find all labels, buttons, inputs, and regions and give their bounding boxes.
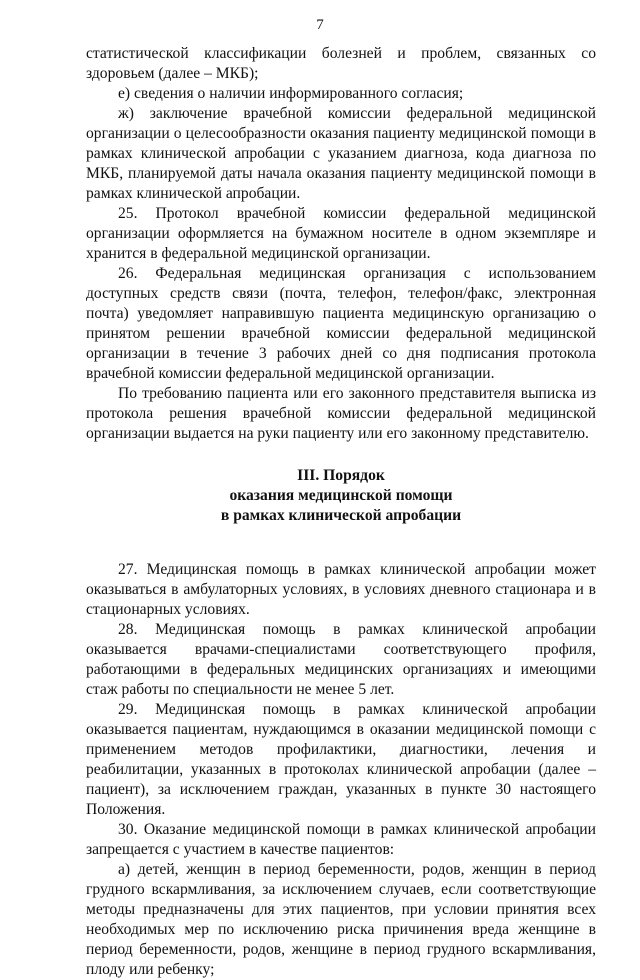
page-number: 7: [316, 17, 324, 33]
section-heading-line: в рамках клинической апробации: [220, 507, 462, 524]
paragraph: По требованию пациента или его законного представителя выписка из протокола решения врачебной комиссии федеральной медицинской организации выдается на руки пациенту или его законному представителю.: [86, 385, 596, 442]
paragraph: а) детей, женщин в период беременности, родов, женщин в период грудного вскармливания, за исключением случаев, если соответствующие методы предназначены для этих пациентов, при условии принятия всех необходимых мер по исключению риска причинения вреда женщине в период беременности, родов, женщине в период грудного вскармливания, плоду или ребенку;: [86, 861, 596, 978]
paragraph: е) сведения о наличии информированного согласия;: [118, 85, 464, 102]
paragraph: 29. Медицинская помощь в рамках клинической апробации оказывается пациентам, нуждающимся в оказании медицинской помощи с применением методов профилактики, диагностики, лечения и реабилитации, указанных в протоколах клинической апробации (далее – пациент), за исключением граждан, указанных в пункте 30 настоящего Положения.: [86, 701, 596, 818]
section-heading: [86, 466, 596, 526]
paragraph: ж) заключение врачебной комиссии федеральной медицинской организации о целесообразности оказания пациенту медицинской помощи в рамках клинической апробации с указанием диагноза, кода диагноза по МКБ, планируемой даты начала оказания пациенту медицинской помощи в рамках клинической апробации.: [86, 105, 596, 202]
document-body: [86, 44, 596, 980]
paragraph: статистической классификации болезней и проблем, связанных со здоровьем (далее – МКБ);: [86, 45, 596, 82]
section-heading-line: III. Порядок: [297, 467, 385, 484]
paragraph: 30. Оказание медицинской помощи в рамках клинической апробации запрещается с участием в качестве пациентов:: [86, 821, 596, 858]
paragraph: 28. Медицинская помощь в рамках клинической апробации оказывается врачами-специалистами соответствующего профиля, работающими в федеральных медицинских организациях и имеющими стаж работы по специальности не менее 5 лет.: [86, 621, 596, 698]
paragraph: 27. Медицинская помощь в рамках клинической апробации может оказываться в амбулаторных условиях, в условиях дневного стационара и в стационарных условиях.: [86, 561, 596, 618]
section-heading-line: оказания медицинской помощи: [229, 487, 453, 504]
paragraph: 25. Протокол врачебной комиссии федеральной медицинской организации оформляется на бумажном носителе в одном экземпляре и хранится в федеральной медицинской организации.: [86, 205, 596, 262]
paragraph: 26. Федеральная медицинская организация с использованием доступных средств связи (почта, телефон, телефон/факс, электронная почта) уведомляет направившую пациента медицинскую организацию о принятом решении врачебной комиссии федеральной медицинской организации в течение 3 рабочих дней со дня подписания протокола врачебной комиссии федеральной медицинской организации.: [86, 265, 596, 382]
